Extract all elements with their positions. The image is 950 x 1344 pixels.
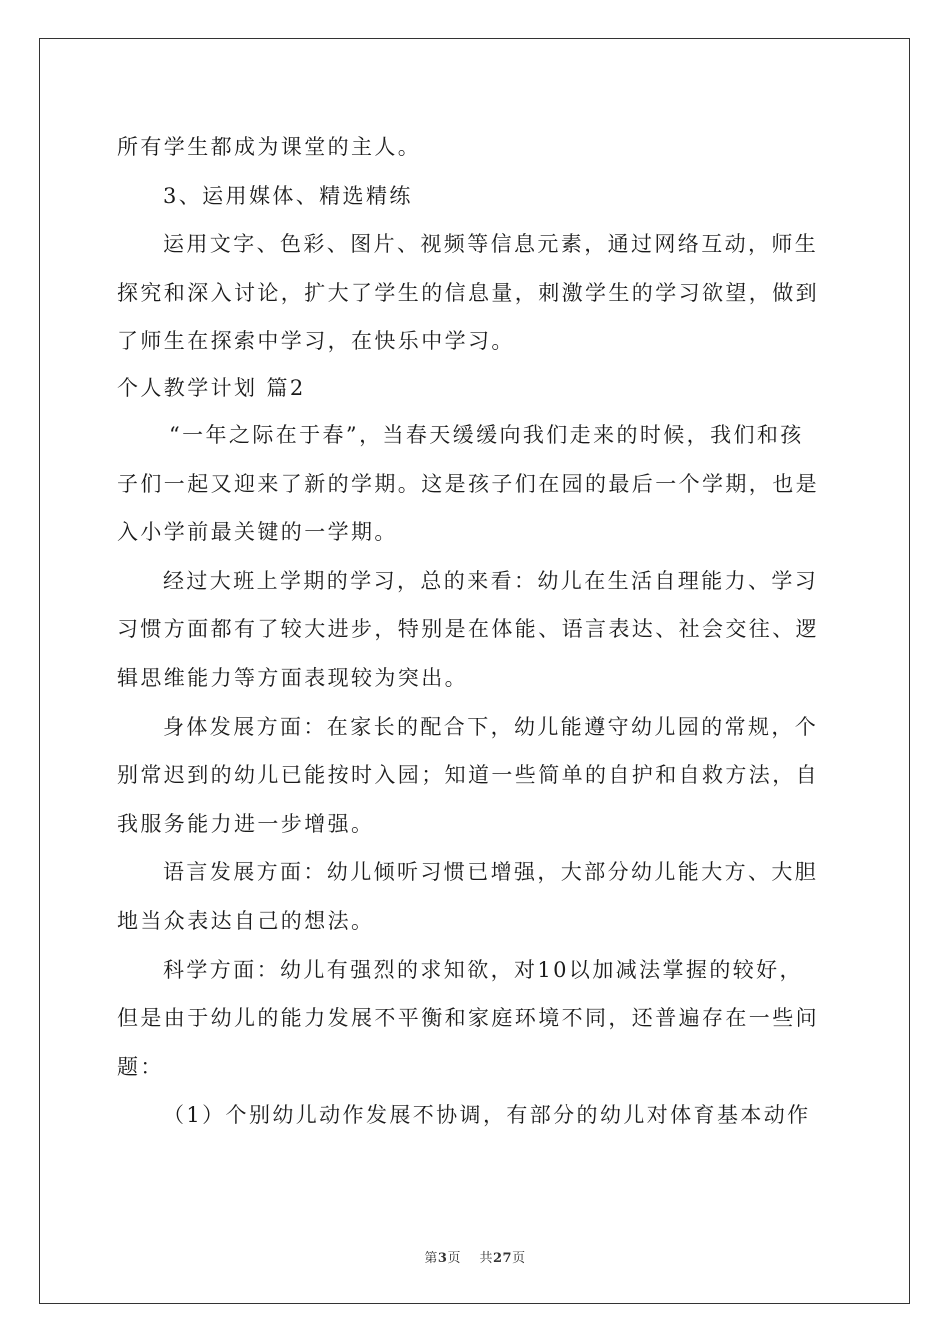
paragraph-line: 习惯方面都有了较大进步，特别是在体能、语言表达、社会交往、逻 [117, 617, 819, 642]
paragraph-line: 入小学前最关键的一学期。 [117, 520, 398, 545]
paragraph-line: 但是由于幼儿的能力发展不平衡和家庭环境不同，还普遍存在一些问 [117, 1006, 819, 1031]
plan-title: 个人教学计划 篇2 [117, 375, 306, 400]
paragraph-line: 经过大班上学期的学习，总的来看：幼儿在生活自理能力、学习 [163, 568, 819, 593]
total-pages: 27 [493, 1251, 513, 1266]
paragraph-line: 别常迟到的幼儿已能按时入园；知道一些简单的自护和自救方法，自 [117, 763, 819, 788]
paragraph-line: 题： [117, 1054, 164, 1079]
paragraph-line: 了师生在探索中学习，在快乐中学习。 [117, 329, 515, 354]
page-footer [0, 1247, 950, 1266]
paragraph-line: “一年之际在于春”，当春天缓缓向我们走来的时候，我们和孩 [169, 422, 804, 447]
total-suffix: 页 [512, 1251, 526, 1266]
paragraph-line: 探究和深入讨论，扩大了学生的信息量，刺激学生的学习欲望，做到 [117, 280, 819, 305]
total-prefix: 共 [479, 1251, 493, 1266]
paragraph-line: 所有学生都成为课堂的主人。 [117, 135, 422, 159]
paragraph-line: 身体发展方面：在家长的配合下，幼儿能遵守幼儿园的常规，个 [163, 714, 819, 739]
document-body [117, 123, 837, 1140]
paragraph-line: 科学方面：幼儿有强烈的求知欲，对10以加减法掌握的较好， [163, 957, 803, 982]
section-heading: 3、运用媒体、精选精练 [163, 183, 413, 208]
page-prefix: 第 [424, 1251, 438, 1266]
paragraph-line: 辑思维能力等方面表现较为突出。 [117, 665, 468, 690]
paragraph-line: 地当众表达自己的想法。 [117, 908, 375, 933]
paragraph-line: 子们一起又迎来了新的学期。这是孩子们在园的最后一个学期，也是 [117, 471, 819, 496]
paragraph-line: 语言发展方面：幼儿倾听习惯已增强，大部分幼儿能大方、大胆 [163, 860, 819, 885]
page-number: 3 [437, 1251, 448, 1266]
paragraph-line: 运用文字、色彩、图片、视频等信息元素，通过网络互动，师生 [163, 232, 819, 257]
page-suffix: 页 [447, 1251, 461, 1266]
paragraph-line: 我服务能力进一步增强。 [117, 811, 375, 836]
paragraph-line: （1）个别幼儿动作发展不协调，有部分的幼儿对体育基本动作 [163, 1103, 811, 1128]
